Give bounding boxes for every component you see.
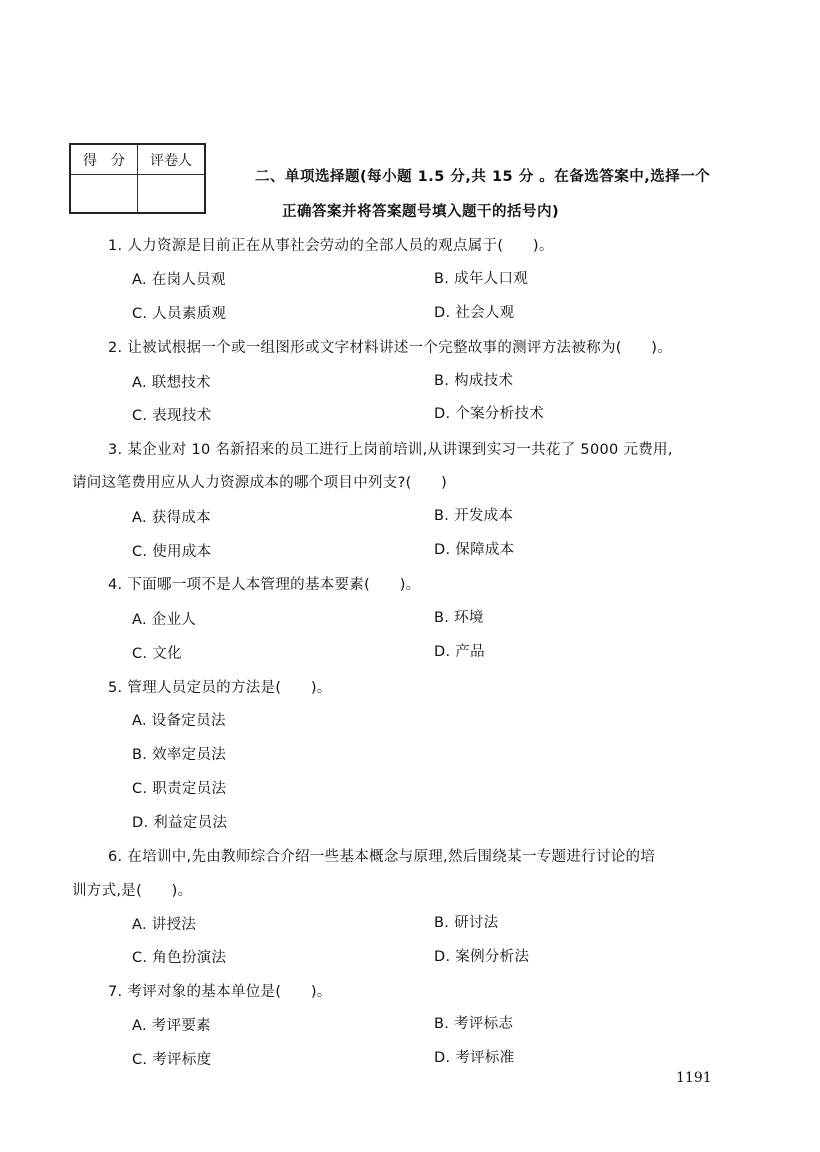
question-stem: 6. 在培训中,先由教师综合介绍一些基本概念与原理,然后围绕某一专题进行讨论的培 xyxy=(108,849,656,865)
section-title-line2: 正确答案并将答案题号填入题干的括号内) xyxy=(282,204,560,220)
option-a: A. 讲授法 xyxy=(132,917,197,933)
option-d: D. 保障成本 xyxy=(434,542,515,558)
option-c: C. 人员素质观 xyxy=(132,306,227,322)
option-c: C. 表现技术 xyxy=(132,408,212,424)
option-d: D. 个案分析技术 xyxy=(434,406,545,422)
question-stem-line2: 请问这笔费用应从人力资源成本的哪个项目中列支?( ) xyxy=(72,475,448,491)
option-b: B. 成年人口观 xyxy=(434,271,529,287)
option-b: B. 研讨法 xyxy=(434,915,499,931)
score-cell xyxy=(70,175,138,214)
option-d: D. 利益定员法 xyxy=(132,815,228,831)
page-number: 1191 xyxy=(676,1070,712,1086)
score-label: 得 分 xyxy=(70,144,138,175)
option-d: D. 产品 xyxy=(434,644,485,660)
option-d: D. 社会人观 xyxy=(434,305,515,321)
option-b: B. 环境 xyxy=(434,610,484,626)
question-stem-line2: 训方式,是( )。 xyxy=(72,883,193,899)
question-stem: 3. 某企业对 10 名新招来的员工进行上岗前培训,从讲课到实习一共花了 5000 元费用, xyxy=(108,442,673,458)
question-stem: 5. 管理人员定员的方法是( )。 xyxy=(108,680,332,696)
option-d: D. 案例分析法 xyxy=(434,949,530,965)
option-a: A. 设备定员法 xyxy=(132,713,226,729)
option-a: A. 联想技术 xyxy=(132,375,211,391)
option-d: D. 考评标准 xyxy=(434,1050,515,1066)
option-b: B. 考评标志 xyxy=(434,1016,514,1032)
section-title: 二、单项选择题(每小题 1.5 分,共 15 分 。在备选答案中,选择一个 xyxy=(255,169,711,185)
option-c: C. 角色扮演法 xyxy=(132,950,227,966)
question-stem: 7. 考评对象的基本单位是( )。 xyxy=(108,984,332,1000)
option-c: C. 考评标度 xyxy=(132,1052,212,1068)
option-a: A. 在岗人员观 xyxy=(132,272,226,288)
option-c: C. 使用成本 xyxy=(132,544,212,560)
question-stem: 4. 下面哪一项不是人本管理的基本要素( )。 xyxy=(108,577,421,593)
option-b: B. 构成技术 xyxy=(434,373,514,389)
question-stem: 1. 人力资源是目前正在从事社会劳动的全部人员的观点属于( )。 xyxy=(108,238,554,254)
option-b: B. 效率定员法 xyxy=(132,747,227,763)
option-c: C. 职责定员法 xyxy=(132,781,227,797)
grader-label: 评卷人 xyxy=(138,144,206,175)
option-c: C. 文化 xyxy=(132,646,182,662)
option-b: B. 开发成本 xyxy=(434,508,514,524)
grader-cell xyxy=(138,175,206,214)
option-a: A. 获得成本 xyxy=(132,510,211,526)
option-a: A. 考评要素 xyxy=(132,1018,211,1034)
question-stem: 2. 让被试根据一个或一组图形或文字材料讲述一个完整故事的测评方法被称为( )。 xyxy=(108,340,673,356)
option-a: A. 企业人 xyxy=(132,612,197,628)
score-box xyxy=(69,143,206,214)
